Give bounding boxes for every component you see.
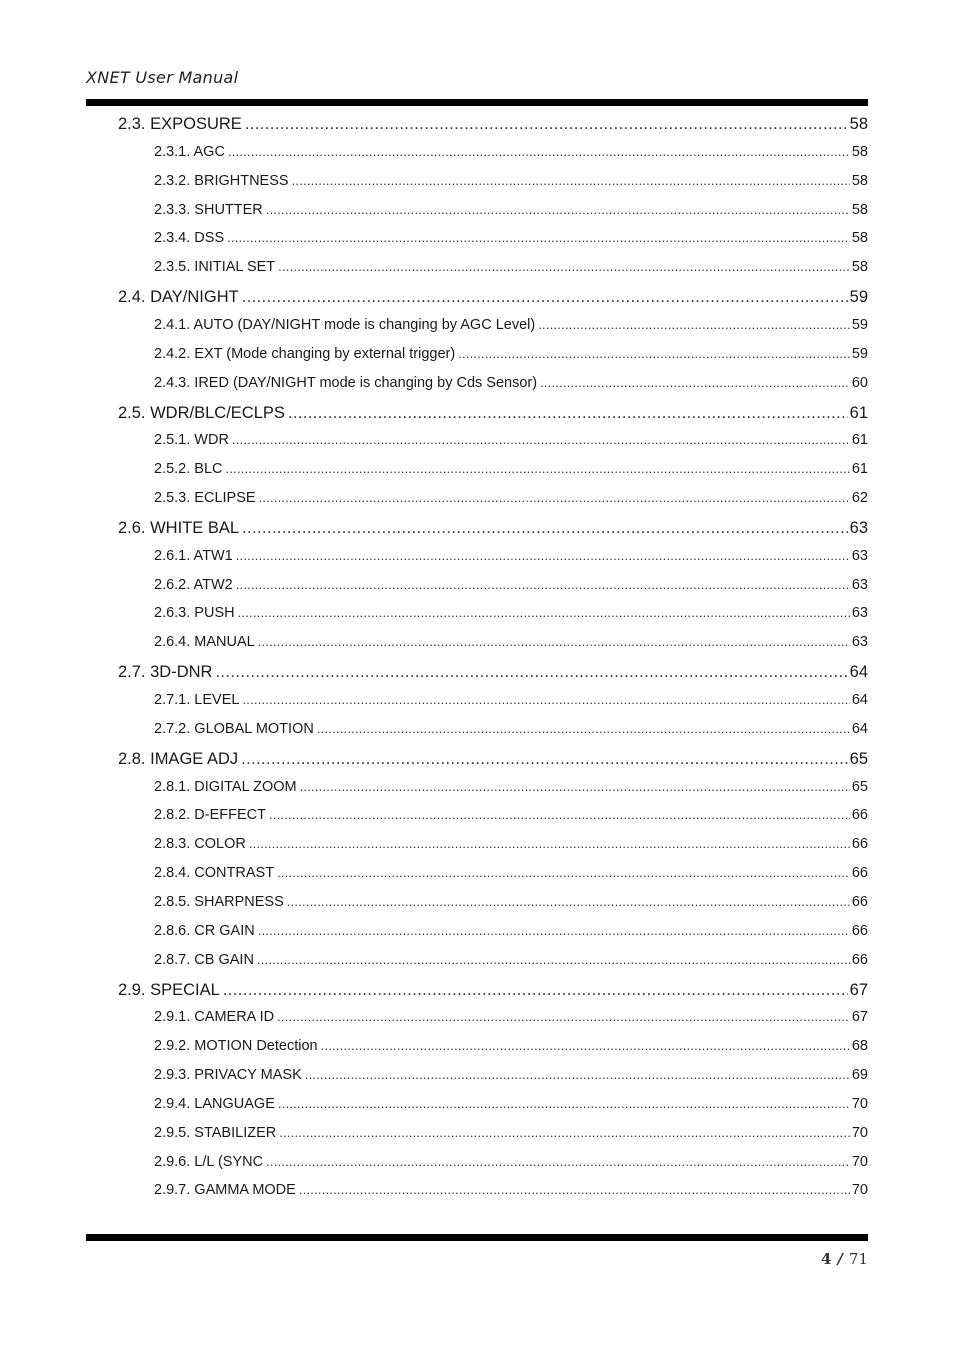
toc-dot-leader [277, 865, 850, 881]
toc-dot-leader [226, 461, 850, 477]
toc-entry-label: 2.6.2. ATW2 [154, 576, 233, 593]
total-pages: 71 [848, 1250, 868, 1268]
toc-entry-label: 2.5.3. ECLIPSE [154, 490, 256, 507]
toc-subsection-entry[interactable] [154, 952, 868, 968]
toc-entry-label: 2.4.3. IRED (DAY/NIGHT mode is changing by Cds Sensor) [154, 374, 538, 391]
toc-entry-page-number: 64 [849, 663, 868, 682]
toc-entry-page-number: 66 [851, 951, 868, 968]
toc-entry-label: 2.6.4. MANUAL [154, 634, 255, 651]
toc-dot-leader [266, 1154, 850, 1170]
toc-dot-leader [278, 1096, 850, 1112]
toc-subsection-entry[interactable] [154, 1096, 868, 1112]
toc-subsection-entry[interactable] [154, 836, 868, 852]
toc-subsection-entry[interactable] [154, 230, 868, 246]
toc-entry-page-number: 67 [849, 980, 868, 999]
toc-subsection-entry[interactable] [154, 490, 868, 506]
toc-dot-leader [458, 346, 850, 362]
toc-entry-label: 2.8.3. COLOR [154, 836, 246, 853]
toc-entry-page-number: 58 [851, 201, 868, 218]
toc-dot-leader [242, 519, 848, 538]
toc-section-entry[interactable] [118, 404, 868, 423]
toc-dot-leader [305, 1067, 850, 1083]
toc-entry-label: 2.9.4. LANGUAGE [154, 1095, 275, 1112]
toc-entry-label: 2.6. WHITE BAL [118, 518, 240, 537]
toc-entry-page-number: 70 [851, 1095, 868, 1112]
toc-entry-page-number: 60 [851, 374, 868, 391]
toc-entry-label: 2.4.1. AUTO (DAY/NIGHT mode is changing by AGC Level) [154, 316, 536, 333]
toc-entry-page-number: 70 [851, 1124, 868, 1141]
toc-entry-label: 2.9. SPECIAL [118, 980, 220, 999]
toc-entry-label: 2.9.2. MOTION Detection [154, 1038, 318, 1055]
toc-subsection-entry[interactable] [154, 894, 868, 910]
toc-subsection-entry[interactable] [154, 634, 868, 650]
page-number [821, 1250, 868, 1268]
toc-entry-page-number: 58 [849, 115, 868, 133]
toc-entry-page-number: 58 [851, 143, 868, 160]
toc-dot-leader [215, 663, 847, 682]
toc-entry-page-number: 62 [851, 490, 868, 507]
toc-subsection-entry[interactable] [154, 1182, 868, 1198]
toc-section-entry[interactable] [118, 288, 868, 307]
toc-entry-page-number: 58 [851, 259, 868, 276]
toc-dot-leader [266, 202, 850, 218]
toc-subsection-entry[interactable] [154, 259, 868, 275]
toc-entry-label: 2.9.5. STABILIZER [154, 1124, 277, 1141]
toc-dot-leader [236, 548, 850, 564]
toc-subsection-entry[interactable] [154, 923, 868, 939]
toc-subsection-entry[interactable] [154, 1038, 868, 1054]
toc-entry-label: 2.9.3. PRIVACY MASK [154, 1067, 302, 1084]
toc-dot-leader [277, 1009, 850, 1025]
toc-entry-page-number: 67 [851, 1009, 868, 1026]
toc-entry-label: 2.8.2. D-EFFECT [154, 807, 266, 824]
toc-entry-label: 2.7. 3D-DNR [118, 663, 213, 682]
toc-dot-leader [540, 375, 850, 391]
toc-entry-page-number: 64 [851, 720, 868, 737]
toc-entry-label: 2.3.3. SHUTTER [154, 201, 263, 218]
header-divider [86, 99, 868, 106]
toc-entry-page-number: 63 [851, 576, 868, 593]
toc-subsection-entry[interactable] [154, 202, 868, 218]
toc-entry-label: 2.3.2. BRIGHTNESS [154, 172, 289, 189]
toc-dot-leader [238, 605, 850, 621]
toc-entry-label: 2.3. EXPOSURE [118, 115, 242, 133]
toc-dot-leader [228, 144, 850, 160]
toc-entry-label: 2.9.1. CAMERA ID [154, 1009, 275, 1026]
toc-entry-page-number: 59 [849, 288, 868, 307]
toc-entry-page-number: 70 [851, 1182, 868, 1199]
toc-dot-leader [227, 230, 850, 246]
toc-subsection-entry[interactable] [154, 1125, 868, 1141]
toc-entry-page-number: 58 [851, 230, 868, 247]
toc-entry-label: 2.6.3. PUSH [154, 605, 235, 622]
toc-subsection-entry[interactable] [154, 865, 868, 881]
toc-entry-page-number: 58 [851, 172, 868, 189]
toc-subsection-entry[interactable] [154, 375, 868, 391]
toc-subsection-entry[interactable] [154, 605, 868, 621]
toc-subsection-entry[interactable] [154, 1009, 868, 1025]
toc-section-entry[interactable] [118, 519, 868, 538]
toc-entry-page-number: 63 [849, 518, 868, 537]
toc-entry-label: 2.9.7. GAMMA MODE [154, 1182, 296, 1199]
toc-dot-leader [259, 490, 850, 506]
toc-dot-leader [287, 894, 850, 910]
toc-entry-page-number: 66 [851, 922, 868, 939]
toc-subsection-entry[interactable] [154, 548, 868, 564]
toc-dot-leader [269, 807, 850, 823]
toc-subsection-entry[interactable] [154, 461, 868, 477]
toc-entry-page-number: 59 [851, 316, 868, 333]
toc-dot-leader [321, 1038, 850, 1054]
toc-entry-label: 2.7.1. LEVEL [154, 692, 240, 708]
toc-entry-label: 2.8.5. SHARPNESS [154, 893, 284, 910]
toc-entry-label: 2.5.1. WDR [154, 432, 229, 449]
toc-subsection-entry[interactable] [154, 317, 868, 333]
toc-entry-page-number: 69 [851, 1067, 868, 1084]
toc-section-entry[interactable] [118, 981, 868, 1000]
toc-section-entry[interactable] [118, 750, 868, 769]
toc-subsection-entry[interactable] [154, 173, 868, 189]
toc-entry-page-number: 64 [851, 692, 868, 708]
toc-entry-label: 2.6.1. ATW1 [154, 547, 233, 564]
toc-dot-leader [299, 1182, 850, 1198]
toc-dot-leader [242, 288, 848, 307]
toc-subsection-entry[interactable] [154, 144, 868, 160]
toc-entry-page-number: 66 [851, 836, 868, 853]
toc-entry-page-number: 59 [851, 345, 868, 362]
toc-dot-leader [241, 750, 848, 769]
toc-entry-label: 2.8.4. CONTRAST [154, 865, 275, 882]
toc-dot-leader [257, 952, 850, 968]
toc-dot-leader [242, 692, 849, 708]
toc-entry-page-number: 66 [851, 865, 868, 882]
toc-subsection-entry[interactable] [154, 1067, 868, 1083]
toc-section-entry[interactable] [118, 115, 868, 134]
toc-entry-label: 2.8.6. CR GAIN [154, 922, 255, 939]
toc-entry-label: 2.4. DAY/NIGHT [118, 288, 239, 307]
toc-entry-page-number: 65 [851, 778, 868, 795]
toc-section-entry[interactable] [118, 663, 868, 682]
toc-subsection-entry[interactable] [154, 577, 868, 593]
toc-dot-leader [538, 317, 850, 333]
current-page-number: 4 [820, 1250, 832, 1268]
toc-subsection-entry[interactable] [154, 692, 868, 708]
toc-entry-page-number: 63 [851, 634, 868, 651]
toc-dot-leader [300, 779, 850, 795]
toc-entry-label: 2.5. WDR/BLC/ECLPS [118, 403, 285, 422]
toc-entry-label: 2.8.1. DIGITAL ZOOM [154, 778, 297, 795]
toc-dot-leader [232, 432, 850, 448]
toc-entry-page-number: 66 [851, 807, 868, 824]
toc-subsection-entry[interactable] [154, 346, 868, 362]
toc-dot-leader [278, 259, 850, 275]
toc-entry-label: 2.3.5. INITIAL SET [154, 259, 276, 276]
toc-entry-page-number: 63 [851, 605, 868, 622]
toc-dot-leader [258, 923, 850, 939]
toc-entry-page-number: 61 [851, 461, 868, 478]
toc-subsection-entry[interactable] [154, 807, 868, 823]
toc-entry-page-number: 61 [851, 432, 868, 449]
toc-entry-label: 2.9.6. L/L (SYNC [154, 1153, 264, 1170]
toc-subsection-entry[interactable] [154, 1154, 868, 1170]
toc-dot-leader [223, 981, 848, 1000]
toc-entry-label: 2.5.2. BLC [154, 461, 223, 478]
toc-entry-page-number: 68 [851, 1038, 868, 1055]
toc-entry-page-number: 61 [849, 403, 868, 422]
toc-subsection-entry[interactable] [154, 432, 868, 448]
toc-entry-label: 2.3.4. DSS [154, 230, 225, 247]
toc-entry-label: 2.3.1. AGC [154, 143, 225, 160]
toc-dot-leader [288, 404, 848, 423]
toc-dot-leader [249, 836, 850, 852]
toc-dot-leader [317, 721, 850, 737]
toc-dot-leader [292, 173, 850, 189]
toc-entry-label: 2.7.2. GLOBAL MOTION [154, 720, 314, 737]
toc-entry-label: 2.8. IMAGE ADJ [118, 749, 239, 768]
toc-dot-leader [279, 1125, 850, 1141]
toc-entry-page-number: 63 [851, 547, 868, 564]
toc-entry-label: 2.4.2. EXT (Mode changing by external trigger) [154, 345, 456, 362]
toc-entry-page-number: 65 [849, 749, 868, 768]
toc-entry-label: 2.8.7. CB GAIN [154, 951, 254, 968]
toc-entry-page-number: 70 [851, 1153, 868, 1170]
toc-dot-leader [258, 634, 850, 650]
footer-divider [86, 1234, 868, 1241]
toc-dot-leader [236, 577, 850, 593]
toc-entry-page-number: 66 [851, 893, 868, 910]
document-header-title: XNET User Manual [86, 68, 239, 87]
toc-subsection-entry[interactable] [154, 721, 868, 737]
page-separator: / [837, 1250, 843, 1268]
toc-subsection-entry[interactable] [154, 779, 868, 795]
toc-dot-leader [245, 115, 848, 134]
